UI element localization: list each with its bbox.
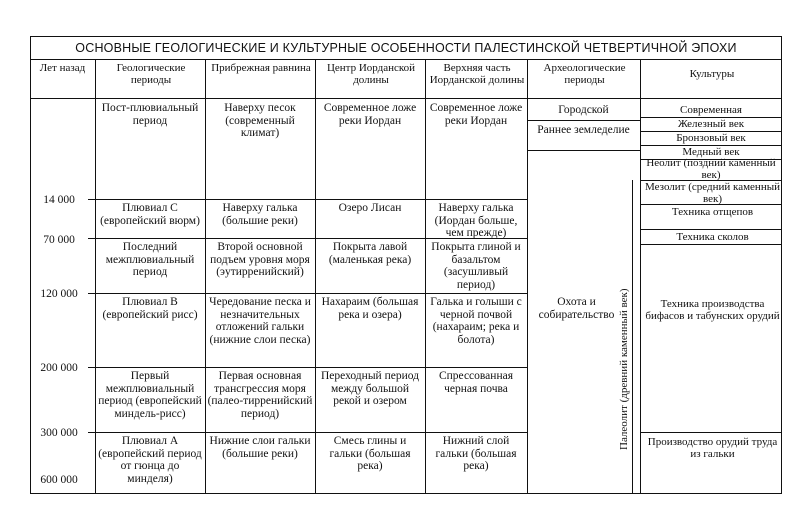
table-title: ОСНОВНЫЕ ГЕОЛОГИЧЕСКИЕ И КУЛЬТУРНЫЕ ОСОБЕННОСТИ ПАЛЕСТИНСКОЙ ЧЕТВЕРТИЧНОЙ ЭПОХИ xyxy=(30,36,782,60)
age-tick xyxy=(88,238,96,239)
culture-item: Техника производства бифасов и табунских орудий xyxy=(645,298,780,322)
age-tick xyxy=(88,432,96,433)
arch-hunting: Охота и собирательство xyxy=(538,296,615,321)
age-label: 600 000 xyxy=(40,474,78,486)
coast-cell: Наверху галька (большие реки) xyxy=(222,202,298,227)
col-divider xyxy=(527,60,528,494)
col-divider xyxy=(315,60,316,494)
age-tick xyxy=(88,199,96,200)
coast-cell: Наверху песок (современный климат) xyxy=(224,102,296,139)
header-arch: Археологические периоды xyxy=(543,62,626,86)
upper-cell: Спрессованная черная почва xyxy=(438,370,513,395)
upper-cell: Современное ложе реки Иордан xyxy=(429,102,523,127)
age-label: 14 000 xyxy=(43,194,75,206)
age-label: 120 000 xyxy=(40,288,78,300)
coast-cell: Второй основной подъем уровня моря (эутирренийский) xyxy=(210,241,310,278)
row-divider xyxy=(95,432,527,433)
col-divider xyxy=(95,60,96,494)
paleo-divider xyxy=(632,180,633,494)
coast-cell: Первая основная трансгрессия моря (палео-тирренийский период) xyxy=(207,370,313,420)
upper-cell: Нижний слой гальки (большая река) xyxy=(435,435,517,472)
center-cell: Смесь глины и гальки (большая река) xyxy=(329,435,411,472)
culture-item: Медный век xyxy=(682,146,740,158)
upper-cell: Покрыта глиной и базальтом (засушливый период) xyxy=(431,241,521,291)
culture-item: Техника сколов xyxy=(676,231,749,243)
col-divider xyxy=(205,60,206,494)
culture-item: Производство орудий труда из гальки xyxy=(647,436,778,460)
center-cell: Современное ложе реки Иордан xyxy=(323,102,417,127)
coast-cell: Чередование песка и незначительных отложений гальки (нижние слои песка) xyxy=(209,296,311,346)
arch-city: Городской xyxy=(558,104,609,116)
age-label: 200 000 xyxy=(40,362,78,374)
geo-period-cell: Плювиал А (европейский период от гюнца до минделя) xyxy=(98,435,202,485)
header-center: Центр Иорданской долины xyxy=(326,62,416,86)
geo-period-cell: Плювиал В (европейский рисс) xyxy=(102,296,198,321)
col-divider xyxy=(640,60,641,494)
culture-item: Мезолит (средний каменный век) xyxy=(645,181,780,205)
header-upper: Верхняя часть Иорданской долины xyxy=(429,62,525,86)
culture-divider xyxy=(640,229,782,230)
age-tick xyxy=(88,367,96,368)
upper-cell: Галька и голыши с черной почвой (нахараим; река и болота) xyxy=(430,296,522,346)
arch-divider xyxy=(527,150,640,151)
culture-item: Техника отщепов xyxy=(671,206,754,218)
row-divider xyxy=(95,199,527,200)
culture-divider xyxy=(640,244,782,245)
geo-period-cell: Пост-плювиальный период xyxy=(101,102,199,127)
arch-early-farming: Раннее земледелие xyxy=(537,124,630,136)
geo-period-cell: Первый межплювиальный период (европейский миндель-рисс) xyxy=(98,370,202,420)
culture-item: Бронзовый век xyxy=(676,132,746,144)
upper-cell: Наверху галька (Иордан больше, чем прежде) xyxy=(434,202,518,239)
header-geo: Геологические периоды xyxy=(116,62,186,86)
center-cell: Озеро Лисан xyxy=(338,202,402,214)
geo-period-cell: Плювиал С (европейский вюрм) xyxy=(100,202,200,227)
row-divider xyxy=(95,367,527,368)
culture-item: Неолит (поздний каменный век) xyxy=(646,157,776,181)
culture-item: Современная xyxy=(680,104,742,116)
coast-cell: Нижние слои гальки (большие реки) xyxy=(209,435,311,460)
age-label: 300 000 xyxy=(40,427,78,439)
row-divider xyxy=(95,293,527,294)
header-years: Лет назад xyxy=(39,62,86,74)
geo-period-cell: Последний межплювиальный период xyxy=(105,241,195,278)
culture-item: Железный век xyxy=(677,118,745,130)
arch-divider xyxy=(527,120,640,121)
culture-divider xyxy=(640,432,782,433)
age-label: 70 000 xyxy=(43,234,75,246)
col-divider xyxy=(425,60,426,494)
center-cell: Покрыта лавой (маленькая река) xyxy=(328,241,412,266)
header-coast: Прибрежная равнина xyxy=(211,62,311,74)
center-cell: Переходный период между большой рекой и озером xyxy=(320,370,420,407)
center-cell: Нахараим (большая река и озера) xyxy=(321,296,419,321)
header-divider xyxy=(30,98,782,99)
age-tick xyxy=(88,293,96,294)
header-cult: Культуры xyxy=(689,68,735,80)
